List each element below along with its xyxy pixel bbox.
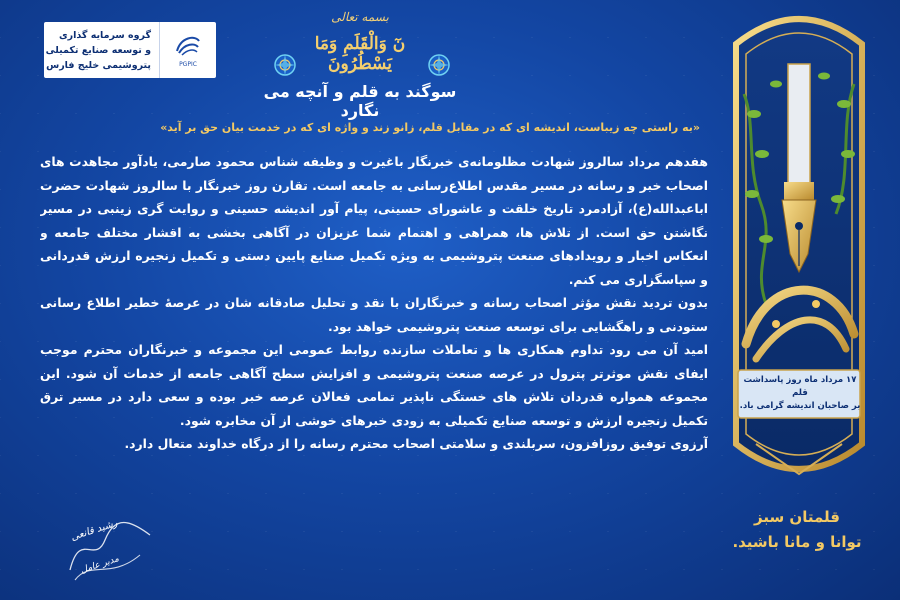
message-body <box>40 150 708 552</box>
slogan-line-2: توانا و مانا باشید. <box>732 533 862 551</box>
paragraph-1: هفدهم مرداد سالروز شهادت مظلومانه‌ی خبرنگار باغیرت و وظیفه شناس محمود صارمی، یادآور مجاهدت های اصحاب خبر و رسانه در مسیر مقدس اطلاع‌رسانی به جامعه است. تقارن روز خبرنگار با سالروز شهادت حضرت اباعبدالله(ع)، آزادمرد تاریخ خلقت و عاشورای حسینی، پیام آور اندیشه حسینی و روایت گری زینبی در مسیر نگاشتن حق است. از تلاش ها، همراهی و اهتمام شما عزیزان در آگاهی بخشی به اقشار مختلف جامعه و انعکاس اخبار و رویدادهای صنعت پتروشیمی به ویژه تکمیل صنایع پایین دستی و تکمیل زنجیره ارزش قدردانی و سپاسگزاری می کنم. <box>40 154 708 287</box>
paragraph-3: امید آن می رود تداوم همکاری ها و تعاملات سازنده روابط عمومی این مجموعه و خبرنگاران محترم موجب ایفای نقش موثرتر پترول در عرصه صنعت پتروشیمی و افزایش سطح آگاهی جامعه از خدمات آن شود. این مجموعه همواره قدردان تلاش های خستگی ناپذیر تمامی فعالان عرصه خبر بوده و سعی دارد در مسیر ترق تکمیل زنجیره ارزش و توسعه صنایع تکمیلی به زودی خبرهای خوشی از آن مخابره شود. <box>40 342 708 428</box>
paragraph-4: آرزوی توفیق روزافزون، سربلندی و سلامتی اصحاب محترم رسانه را از درگاه خداوند متعال دارد. <box>124 436 708 451</box>
logo-swirl-icon <box>173 33 203 57</box>
date-banner <box>736 374 864 414</box>
page-title: سوگند به قلم و آنچه می نگارد <box>263 82 457 120</box>
paragraph-2: بدون تردید نقش مؤثر اصحاب رسانه و خبرنگاران با نقد و تحلیل صادقانه شان در عرصهٔ خطیر اطلاع رسانی ستودنی و راهگشایی برای توسعه صنعت پتروشیمی خواهد بود. <box>40 295 708 334</box>
company-name <box>44 28 159 73</box>
signature-title: مدیر عامل <box>79 554 121 576</box>
date-line: ۱۷ مرداد ماه روز پاسداشت قلم <box>743 375 857 398</box>
company-name-line3: پتروشیمی خلیج فارس <box>46 59 151 71</box>
company-name-line1: گروه سرمایه گذاری <box>58 29 151 41</box>
logo-mark <box>159 22 216 78</box>
company-logo-box <box>44 22 216 78</box>
ornament-left-icon <box>272 52 298 78</box>
quran-verse: نٓ وَالْقَلَمِ وَمَا يَسْطُرُونَ <box>314 34 406 74</box>
quote: «به راستی چه زیباست، اندیشه ای که در مقابل قلم، زانو زند و واژه ای که در خدمت بیان حق بر آید» <box>160 121 700 134</box>
date-line-2: بر صاحبان اندیشه گرامی باد. <box>739 401 861 411</box>
company-name-line2: و توسعه صنایع تکمیلی <box>45 44 151 56</box>
logo-abbreviation: PGPIC <box>179 60 197 68</box>
signature-name: رشید قانعی <box>69 517 119 544</box>
slogan-line-1: قلمتان سبز <box>754 508 840 526</box>
ornament-right-icon <box>426 52 452 78</box>
bismillah: بسمه تعالی <box>331 10 389 24</box>
